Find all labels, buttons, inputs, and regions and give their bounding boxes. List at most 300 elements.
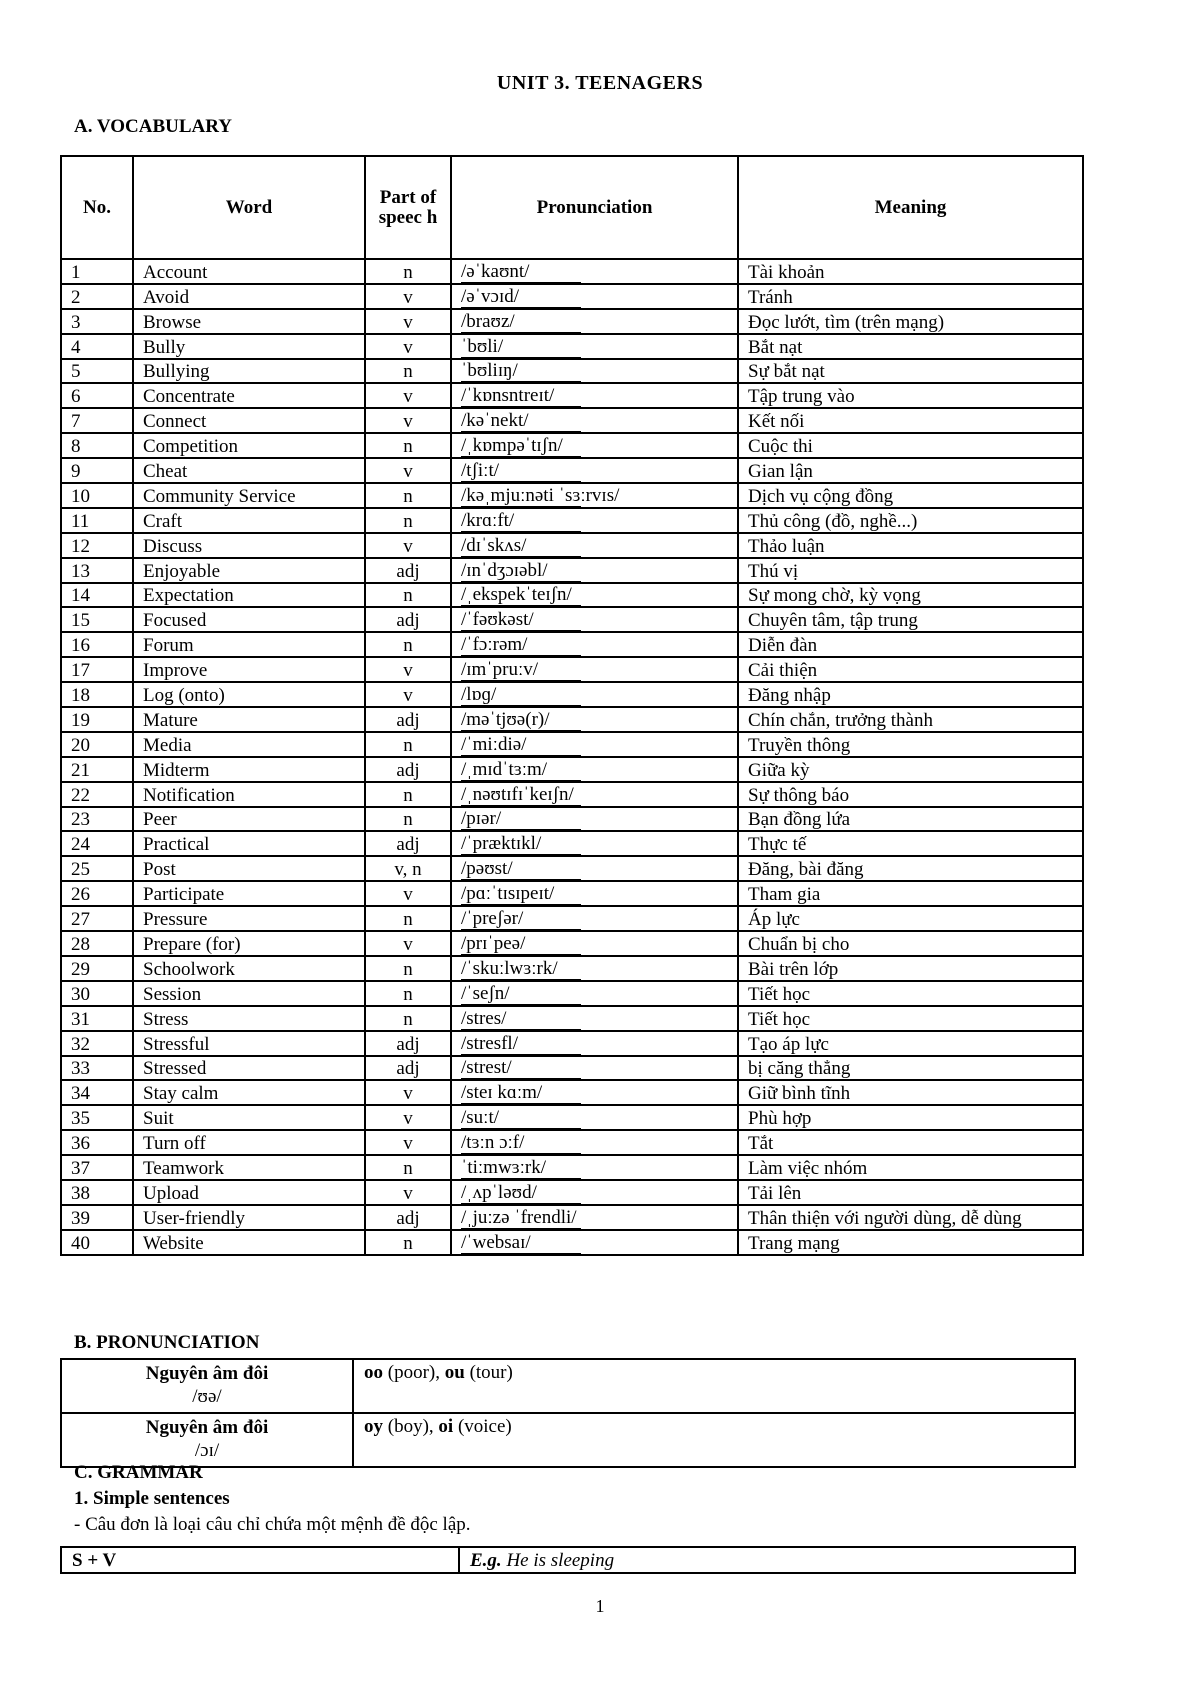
row-word: Pressure (133, 906, 365, 931)
row-meaning: Tránh (738, 284, 1083, 309)
row-number: 28 (61, 931, 133, 956)
row-meaning: Đăng, bài đăng (738, 856, 1083, 881)
row-number: 30 (61, 981, 133, 1006)
row-meaning: Cải thiện (738, 657, 1083, 682)
row-pronunciation-cell (451, 508, 738, 533)
example-spelling: oo (364, 1362, 383, 1383)
row-number: 23 (61, 807, 133, 832)
grammar-table (60, 1546, 1076, 1574)
row-number: 6 (61, 383, 133, 408)
vocabulary-row (61, 607, 1083, 632)
row-number: 3 (61, 309, 133, 334)
row-part-of-speech: n (365, 359, 451, 384)
row-pronunciation-cell (451, 881, 738, 906)
pronunciation-heading: B. PRONUNCIATION (74, 1332, 260, 1353)
row-meaning: Chuẩn bị cho (738, 931, 1083, 956)
row-pronunciation-cell (451, 1056, 738, 1081)
row-part-of-speech: n (365, 508, 451, 533)
row-pronunciation: /stres/ (461, 1009, 581, 1030)
row-meaning: Chuyên tâm, tập trung (738, 607, 1083, 632)
row-number: 24 (61, 831, 133, 856)
row-pronunciation: /ˈkɒnsntreɪt/ (461, 386, 581, 407)
row-number: 17 (61, 657, 133, 682)
row-number: 4 (61, 334, 133, 359)
row-pronunciation-cell (451, 757, 738, 782)
vocabulary-row (61, 1130, 1083, 1155)
row-meaning: Trang mạng (738, 1230, 1083, 1255)
vocabulary-row (61, 259, 1083, 284)
row-number: 14 (61, 583, 133, 608)
row-word: Bullying (133, 359, 365, 384)
vocabulary-row (61, 807, 1083, 832)
row-word: Craft (133, 508, 365, 533)
vocabulary-header-row (61, 156, 1083, 259)
row-pronunciation: /suːt/ (461, 1108, 581, 1129)
row-word: Enjoyable (133, 558, 365, 583)
row-word: Stay calm (133, 1080, 365, 1105)
row-meaning: Chín chắn, trưởng thành (738, 707, 1083, 732)
row-part-of-speech: adj (365, 1205, 451, 1230)
row-word: Stressed (133, 1056, 365, 1081)
row-pronunciation-cell (451, 831, 738, 856)
row-number: 32 (61, 1031, 133, 1056)
row-part-of-speech: n (365, 483, 451, 508)
row-pronunciation: /kəˈnekt/ (461, 411, 581, 432)
row-pronunciation-cell (451, 483, 738, 508)
row-part-of-speech: v (365, 657, 451, 682)
vocabulary-row (61, 1180, 1083, 1205)
row-part-of-speech: n (365, 433, 451, 458)
row-part-of-speech: v (365, 1105, 451, 1130)
grammar-subheading: 1. Simple sentences (74, 1488, 230, 1509)
vocabulary-row (61, 707, 1083, 732)
header-no: No. (61, 156, 133, 259)
row-meaning: Giữa kỳ (738, 757, 1083, 782)
row-pronunciation-cell (451, 1205, 738, 1230)
row-meaning: Đọc lướt, tìm (trên mạng) (738, 309, 1083, 334)
row-pronunciation-cell (451, 1031, 738, 1056)
row-meaning: Thú vị (738, 558, 1083, 583)
row-part-of-speech: v, n (365, 856, 451, 881)
row-pronunciation-cell (451, 309, 738, 334)
row-word: Expectation (133, 583, 365, 608)
row-pronunciation: /ˈseʃn/ (461, 984, 581, 1005)
row-number: 37 (61, 1155, 133, 1180)
row-meaning: Diễn đàn (738, 632, 1083, 657)
row-pronunciation-cell (451, 433, 738, 458)
row-meaning: Giữ bình tĩnh (738, 1080, 1083, 1105)
row-pronunciation-cell (451, 1080, 738, 1105)
row-part-of-speech: adj (365, 1056, 451, 1081)
row-number: 27 (61, 906, 133, 931)
row-meaning: Tắt (738, 1130, 1083, 1155)
row-meaning: Truyền thông (738, 732, 1083, 757)
row-pronunciation-cell (451, 533, 738, 558)
grammar-description: - Câu đơn là loại câu chỉ chứa một mệnh đề độc lập. (74, 1514, 471, 1535)
row-pronunciation-cell (451, 632, 738, 657)
row-meaning: Tập trung vào (738, 383, 1083, 408)
row-part-of-speech: v (365, 383, 451, 408)
row-meaning: Thảo luận (738, 533, 1083, 558)
vocabulary-row (61, 483, 1083, 508)
pronunciation-table (60, 1358, 1076, 1468)
example-word: (voice) (453, 1416, 512, 1437)
page-number: 1 (595, 1596, 605, 1616)
row-word: Website (133, 1230, 365, 1255)
row-pronunciation: /əˈvɔɪd/ (461, 287, 581, 308)
example-spelling: oy (364, 1416, 383, 1437)
example-word: (poor), (383, 1362, 445, 1383)
row-number: 21 (61, 757, 133, 782)
page-title: UNIT 3. TEENAGERS (496, 72, 704, 94)
vocabulary-row (61, 856, 1083, 881)
example-sentence: He is sleeping (501, 1550, 615, 1571)
row-word: Midterm (133, 757, 365, 782)
grammar-row (61, 1547, 1075, 1573)
row-word: Browse (133, 309, 365, 334)
row-word: Improve (133, 657, 365, 682)
row-part-of-speech: v (365, 1180, 451, 1205)
row-part-of-speech: n (365, 632, 451, 657)
row-meaning: Thực tế (738, 831, 1083, 856)
row-pronunciation-cell (451, 458, 738, 483)
row-word: Practical (133, 831, 365, 856)
row-number: 9 (61, 458, 133, 483)
row-meaning: Dịch vụ cộng đồng (738, 483, 1083, 508)
row-part-of-speech: adj (365, 1031, 451, 1056)
row-number: 8 (61, 433, 133, 458)
vocabulary-row (61, 433, 1083, 458)
row-pronunciation-cell (451, 782, 738, 807)
row-meaning: Tài khoản (738, 259, 1083, 284)
vocabulary-table (60, 155, 1084, 1256)
row-word: Forum (133, 632, 365, 657)
row-pronunciation: /tʃiːt/ (461, 461, 581, 482)
example-word: (boy), (383, 1416, 439, 1437)
example-spelling: oi (438, 1416, 454, 1437)
row-word: Upload (133, 1180, 365, 1205)
row-word: Prepare (for) (133, 931, 365, 956)
row-part-of-speech: v (365, 1080, 451, 1105)
row-word: Avoid (133, 284, 365, 309)
row-part-of-speech: n (365, 1006, 451, 1031)
row-pronunciation: /ˌjuːzə ˈfrendli/ (461, 1208, 581, 1229)
row-meaning: Thủ công (đồ, nghề...) (738, 508, 1083, 533)
vocabulary-row (61, 334, 1083, 359)
header-word: Word (133, 156, 365, 259)
row-part-of-speech: v (365, 284, 451, 309)
row-pronunciation: /ˌmɪdˈtɜːm/ (461, 760, 581, 781)
vocabulary-row (61, 359, 1083, 384)
vocabulary-row (61, 956, 1083, 981)
row-pronunciation-cell (451, 408, 738, 433)
row-meaning: bị căng thẳng (738, 1056, 1083, 1081)
vocabulary-row (61, 1105, 1083, 1130)
vocabulary-row (61, 881, 1083, 906)
row-word: Community Service (133, 483, 365, 508)
row-pronunciation-cell (451, 931, 738, 956)
vowel-ipa: /ɔɪ/ (194, 1440, 220, 1461)
row-part-of-speech: n (365, 956, 451, 981)
vowel-ipa: /ʊə/ (192, 1386, 222, 1407)
row-word: Stressful (133, 1031, 365, 1056)
row-pronunciation: /steɪ kɑːm/ (461, 1083, 581, 1104)
row-part-of-speech: v (365, 334, 451, 359)
row-pronunciation-cell (451, 383, 738, 408)
row-pronunciation-cell (451, 259, 738, 284)
row-pronunciation: /prɪˈpeə/ (461, 934, 581, 955)
row-number: 10 (61, 483, 133, 508)
example-spelling: ou (444, 1362, 465, 1383)
vocabulary-row (61, 458, 1083, 483)
row-number: 12 (61, 533, 133, 558)
row-word: Discuss (133, 533, 365, 558)
row-number: 33 (61, 1056, 133, 1081)
row-pronunciation: /strest/ (461, 1058, 581, 1079)
row-pronunciation: /ˌʌpˈləʊd/ (461, 1183, 581, 1204)
row-part-of-speech: n (365, 981, 451, 1006)
row-word: Schoolwork (133, 956, 365, 981)
row-part-of-speech: n (365, 1230, 451, 1255)
row-word: Log (onto) (133, 682, 365, 707)
row-pronunciation-cell (451, 682, 738, 707)
row-pronunciation: /əˈkaʊnt/ (461, 262, 581, 283)
vocabulary-row (61, 1080, 1083, 1105)
row-number: 15 (61, 607, 133, 632)
row-number: 22 (61, 782, 133, 807)
row-pronunciation: /ˈskuːlwɜːrk/ (461, 959, 581, 980)
row-number: 2 (61, 284, 133, 309)
row-part-of-speech: n (365, 583, 451, 608)
row-pronunciation: /pəʊst/ (461, 859, 581, 880)
row-meaning: Tải lên (738, 1180, 1083, 1205)
row-pronunciation-cell (451, 856, 738, 881)
row-meaning: Bài trên lớp (738, 956, 1083, 981)
row-number: 13 (61, 558, 133, 583)
row-pronunciation: /pɪər/ (461, 809, 581, 830)
row-number: 39 (61, 1205, 133, 1230)
row-number: 40 (61, 1230, 133, 1255)
row-pronunciation-cell (451, 657, 738, 682)
row-part-of-speech: v (365, 458, 451, 483)
row-pronunciation-cell (451, 359, 738, 384)
row-pronunciation: ˈtiːmwɜːrk/ (461, 1158, 581, 1179)
row-word: Competition (133, 433, 365, 458)
row-number: 1 (61, 259, 133, 284)
row-pronunciation: /ˈmiːdiə/ (461, 735, 581, 756)
row-pronunciation-cell (451, 583, 738, 608)
row-pronunciation: /stresfl/ (461, 1034, 581, 1055)
vowel-examples (353, 1413, 1075, 1467)
row-part-of-speech: adj (365, 558, 451, 583)
row-meaning: Thân thiện với người dùng, dễ dùng (738, 1205, 1083, 1230)
row-word: Teamwork (133, 1155, 365, 1180)
row-pronunciation: /məˈtjʊə(r)/ (461, 710, 581, 731)
vocabulary-row (61, 931, 1083, 956)
row-part-of-speech: v (365, 881, 451, 906)
vocabulary-row (61, 1006, 1083, 1031)
example-word: (tour) (464, 1362, 513, 1383)
vocabulary-row (61, 508, 1083, 533)
row-word: Cheat (133, 458, 365, 483)
row-part-of-speech: n (365, 259, 451, 284)
row-pronunciation: ˈbʊli/ (461, 337, 581, 358)
row-meaning: Tham gia (738, 881, 1083, 906)
row-word: Participate (133, 881, 365, 906)
row-pronunciation-cell (451, 607, 738, 632)
row-word: Mature (133, 707, 365, 732)
row-meaning: Sự bắt nạt (738, 359, 1083, 384)
row-pronunciation-cell (451, 334, 738, 359)
vocabulary-row (61, 1155, 1083, 1180)
vowel-label: Nguyên âm đôi (145, 1363, 269, 1384)
row-word: Notification (133, 782, 365, 807)
row-pronunciation-cell (451, 1230, 738, 1255)
vocabulary-row (61, 309, 1083, 334)
row-word: Turn off (133, 1130, 365, 1155)
row-word: Peer (133, 807, 365, 832)
vocabulary-row (61, 981, 1083, 1006)
vocabulary-row (61, 1056, 1083, 1081)
row-number: 20 (61, 732, 133, 757)
row-word: Stress (133, 1006, 365, 1031)
row-pronunciation: /ˌkɒmpəˈtɪʃn/ (461, 436, 581, 457)
row-pronunciation-cell (451, 558, 738, 583)
vocabulary-heading: A. VOCABULARY (74, 116, 233, 137)
header-pronunciation: Pronunciation (451, 156, 738, 259)
row-part-of-speech: n (365, 906, 451, 931)
row-word: Media (133, 732, 365, 757)
row-pronunciation: /kəˌmjuːnəti ˈsɜːrvɪs/ (461, 484, 620, 506)
vocabulary-row (61, 558, 1083, 583)
row-meaning: Đăng nhập (738, 682, 1083, 707)
row-pronunciation-cell (451, 1006, 738, 1031)
row-part-of-speech: n (365, 1155, 451, 1180)
row-pronunciation: ˈbʊliɪŋ/ (461, 361, 581, 382)
vocabulary-row (61, 383, 1083, 408)
row-pronunciation: /krɑːft/ (461, 511, 581, 532)
row-pronunciation: /ˈpreʃər/ (461, 909, 581, 930)
grammar-formula: S + V (61, 1547, 459, 1573)
row-meaning: Tạo áp lực (738, 1031, 1083, 1056)
row-word: Focused (133, 607, 365, 632)
vocabulary-row (61, 408, 1083, 433)
vocabulary-row (61, 682, 1083, 707)
row-number: 19 (61, 707, 133, 732)
row-pronunciation-cell (451, 1105, 738, 1130)
row-part-of-speech: v (365, 408, 451, 433)
header-part-of-speech: Part of speec h (365, 156, 451, 259)
row-pronunciation-cell (451, 807, 738, 832)
vocabulary-row (61, 1205, 1083, 1230)
row-pronunciation: /pɑːˈtɪsɪpeɪt/ (461, 884, 581, 905)
row-part-of-speech: n (365, 807, 451, 832)
vocabulary-row (61, 284, 1083, 309)
row-pronunciation-cell (451, 1130, 738, 1155)
row-number: 29 (61, 956, 133, 981)
row-meaning: Tiết học (738, 981, 1083, 1006)
vocabulary-row (61, 1230, 1083, 1255)
vocabulary-row (61, 632, 1083, 657)
row-pronunciation: /ˌekspekˈteɪʃn/ (461, 585, 581, 606)
vowel-examples (353, 1359, 1075, 1413)
row-part-of-speech: v (365, 931, 451, 956)
row-meaning: Làm việc nhóm (738, 1155, 1083, 1180)
row-part-of-speech: adj (365, 831, 451, 856)
row-number: 7 (61, 408, 133, 433)
row-number: 25 (61, 856, 133, 881)
row-word: User-friendly (133, 1205, 365, 1230)
row-meaning: Áp lực (738, 906, 1083, 931)
row-meaning: Bắt nạt (738, 334, 1083, 359)
row-number: 36 (61, 1130, 133, 1155)
row-word: Connect (133, 408, 365, 433)
grammar-heading: C. GRAMMAR (74, 1462, 203, 1483)
row-word: Session (133, 981, 365, 1006)
row-pronunciation: /ˈfɔːrəm/ (461, 635, 581, 656)
row-pronunciation-cell (451, 981, 738, 1006)
row-number: 34 (61, 1080, 133, 1105)
vocabulary-row (61, 906, 1083, 931)
row-part-of-speech: v (365, 1130, 451, 1155)
row-pronunciation-cell (451, 1155, 738, 1180)
row-word: Post (133, 856, 365, 881)
row-pronunciation: /ɪnˈdʒɔɪəbl/ (461, 561, 581, 582)
row-number: 35 (61, 1105, 133, 1130)
row-number: 16 (61, 632, 133, 657)
vocabulary-row (61, 782, 1083, 807)
row-part-of-speech: n (365, 732, 451, 757)
row-meaning: Bạn đồng lứa (738, 807, 1083, 832)
row-word: Account (133, 259, 365, 284)
row-pronunciation-cell (451, 732, 738, 757)
row-meaning: Sự thông báo (738, 782, 1083, 807)
header-meaning: Meaning (738, 156, 1083, 259)
row-part-of-speech: v (365, 533, 451, 558)
row-pronunciation: /ˌnəʊtɪfɪˈkeɪʃn/ (461, 785, 581, 806)
vocabulary-row (61, 831, 1083, 856)
row-number: 11 (61, 508, 133, 533)
row-part-of-speech: v (365, 309, 451, 334)
row-pronunciation-cell (451, 956, 738, 981)
row-number: 5 (61, 359, 133, 384)
row-pronunciation: /ˈwebsaɪ/ (461, 1233, 581, 1254)
row-number: 31 (61, 1006, 133, 1031)
row-meaning: Kết nối (738, 408, 1083, 433)
pronunciation-row (61, 1359, 1075, 1413)
row-pronunciation: /ɪmˈpruːv/ (461, 660, 581, 681)
row-meaning: Sự mong chờ, kỳ vọng (738, 583, 1083, 608)
vocabulary-row (61, 583, 1083, 608)
row-pronunciation: /ˈpræktɪkl/ (461, 834, 581, 855)
row-pronunciation: /tɜːn ɔːf/ (461, 1133, 581, 1154)
row-part-of-speech: adj (365, 607, 451, 632)
pronunciation-row (61, 1413, 1075, 1467)
row-pronunciation-cell (451, 1180, 738, 1205)
row-meaning: Gian lận (738, 458, 1083, 483)
row-pronunciation-cell (451, 284, 738, 309)
vocabulary-row (61, 732, 1083, 757)
grammar-example (459, 1547, 1075, 1573)
vowel-label: Nguyên âm đôi (145, 1417, 269, 1438)
row-part-of-speech: v (365, 682, 451, 707)
row-number: 18 (61, 682, 133, 707)
row-part-of-speech: adj (365, 757, 451, 782)
row-part-of-speech: adj (365, 707, 451, 732)
vocabulary-row (61, 757, 1083, 782)
example-label: E.g. (470, 1550, 502, 1571)
vocabulary-row (61, 1031, 1083, 1056)
